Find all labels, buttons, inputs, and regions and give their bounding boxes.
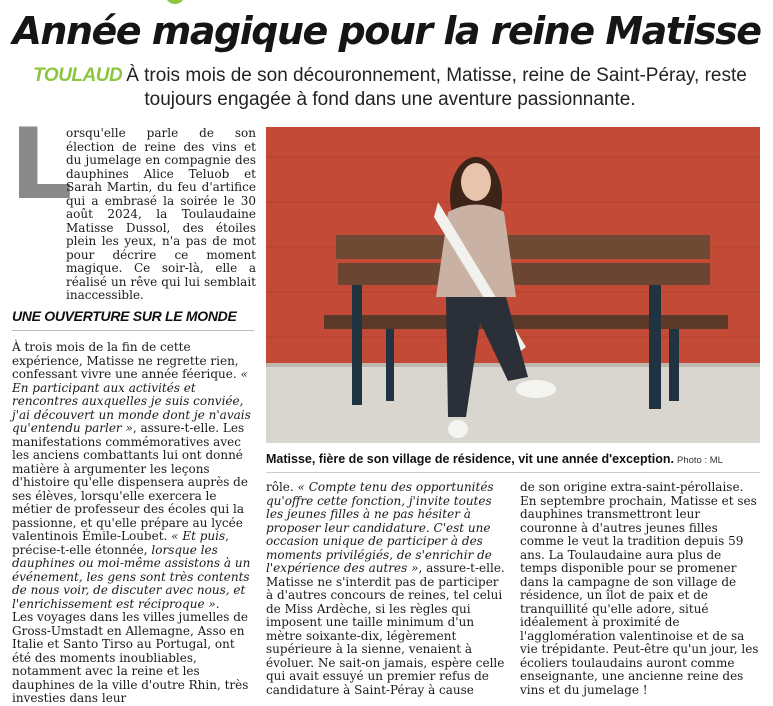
col2-paragraph-2: Matisse ne s'interdit pas de participer à d'autres concours de reines, tel celui de Miss Ardèche, si les règles qui imposent une taille minimum d'un mètre soixante-dix, légèrement supérieure à la sienne, venaient à évoluer. Ne sait-on jamais, espère celle qui avait essuyé un premier refus de candidature à Saint-Péray à cause [266, 574, 505, 697]
kicker [20, 64, 760, 112]
col2-paragraph-1 [266, 481, 506, 576]
headline: Année magique pour la reine Matisse [12, 9, 761, 53]
col1-paragraph-2: Les voyages dans les villes jumelles de Gross-Umstadt en Allemagne, Asso en Italie et Santo Tirso au Portugal, ont été des moments inoubliables, notamment avec la reine et les dauphines de la ville d'outre Rhin, très investies dans leur [12, 610, 249, 705]
col2-quote: « Compte tenu des opportunités qu'offre cette fonction, j'invite toutes les jeunes filles à ne pas hésiter à proposer leur candidature. C'est une occasion unique de participer à des moments privilégiés, de s'enrichir de l'expérience des autres » [266, 480, 494, 575]
lead-text: orsqu'elle parle de son élection de reine des vins et du jumelage en compagnie des dauphines Alice Teluob et Sarah Martin, du feu d'artifice qui a embrasé la soirée le 30 août 2024, la Toulaudaine Matisse Dussol, des étoiles plein les yeux, n'a pas de mot pour décrire ce moment magique. Ce soir-là, elle a réalisé un rêve qui lui semblait inaccessible. [66, 126, 256, 302]
photo-caption [266, 451, 760, 469]
section-heading: UNE OUVERTURE SUR LE MONDE [12, 308, 237, 324]
caption-rule [266, 472, 760, 473]
col2-text: rôle. [266, 480, 298, 494]
column-3 [520, 480, 760, 697]
caption-text: Matisse, fière de son village de résidence, vit une année d'exception. [266, 452, 674, 466]
photo-illustration [266, 127, 760, 443]
drop-cap: L [10, 108, 73, 222]
lead-paragraph [66, 127, 256, 303]
column-1 [12, 340, 254, 705]
col1-quote: « En participant aux activités et rencontres auxquelles je suis conviée, j'ai découvert un monde dont je n'avais qu'entendu parler » [12, 367, 251, 435]
section-rule [12, 330, 254, 331]
column-2 [266, 480, 506, 697]
col2-text: , assure-t-elle. [418, 561, 505, 575]
col3-paragraph-1: de son origine extra-saint-pérollaise. [520, 480, 744, 494]
col1-text: , assure-t-elle. Les manifestations commémoratives avec les anciens combattants lui ont donné matière à argumenter les leçons d'histoire qu'elle dispensera auprès de ses élèves, lorsqu'elle exercera le métier de professeur des écoles qui la passionne, et qu'elle prépare au lycée valentinois Émile-Loubet. [12, 421, 248, 543]
col3-paragraph-2: En septembre prochain, Matisse et ses dauphines transmettront leur couronne à d'autres jeunes filles comme le veut la tradition depuis 59 ans. La Toulaudaine aura plus de temps disponible pour se promener dans la campagne de son village de résidence, un îlot de paix et de tranquillité qu'elle adore, situé idéalement à proximité de l'agglomération valentinoise et de sa vie trépidante. Peut-être qu'un jour, les écoliers toulaudains auront comme enseignante, une ancienne reine des vins et du jumelage ! [520, 493, 759, 697]
col1-text: À trois mois de la fin de cette expérience, Matisse ne regrette rien, confessant vivre une année féerique. [12, 340, 241, 381]
col1-quote: « Et puis [171, 529, 226, 543]
col1-text: , précise-t-elle étonnée, [12, 529, 229, 557]
kicker-text: À trois mois de son découronnement, Matisse, reine de Saint-Péray, reste toujours engagée à fond dans une aventure passionnante. [126, 65, 747, 110]
col1-text: . [215, 596, 220, 611]
article-photo [266, 127, 760, 443]
col1-quote: lorsque les dauphines ou moi-même assistons à un événement, les gens sont très contents de nous voir, de discuter avec nous, et l'enrichissement est réciproque » [12, 542, 251, 611]
photo-credit: Photo : ML [676, 455, 723, 466]
kicker-location: TOULAUD [33, 65, 123, 86]
section-color-marker [165, 0, 185, 4]
col1-paragraph-1 [12, 341, 254, 611]
